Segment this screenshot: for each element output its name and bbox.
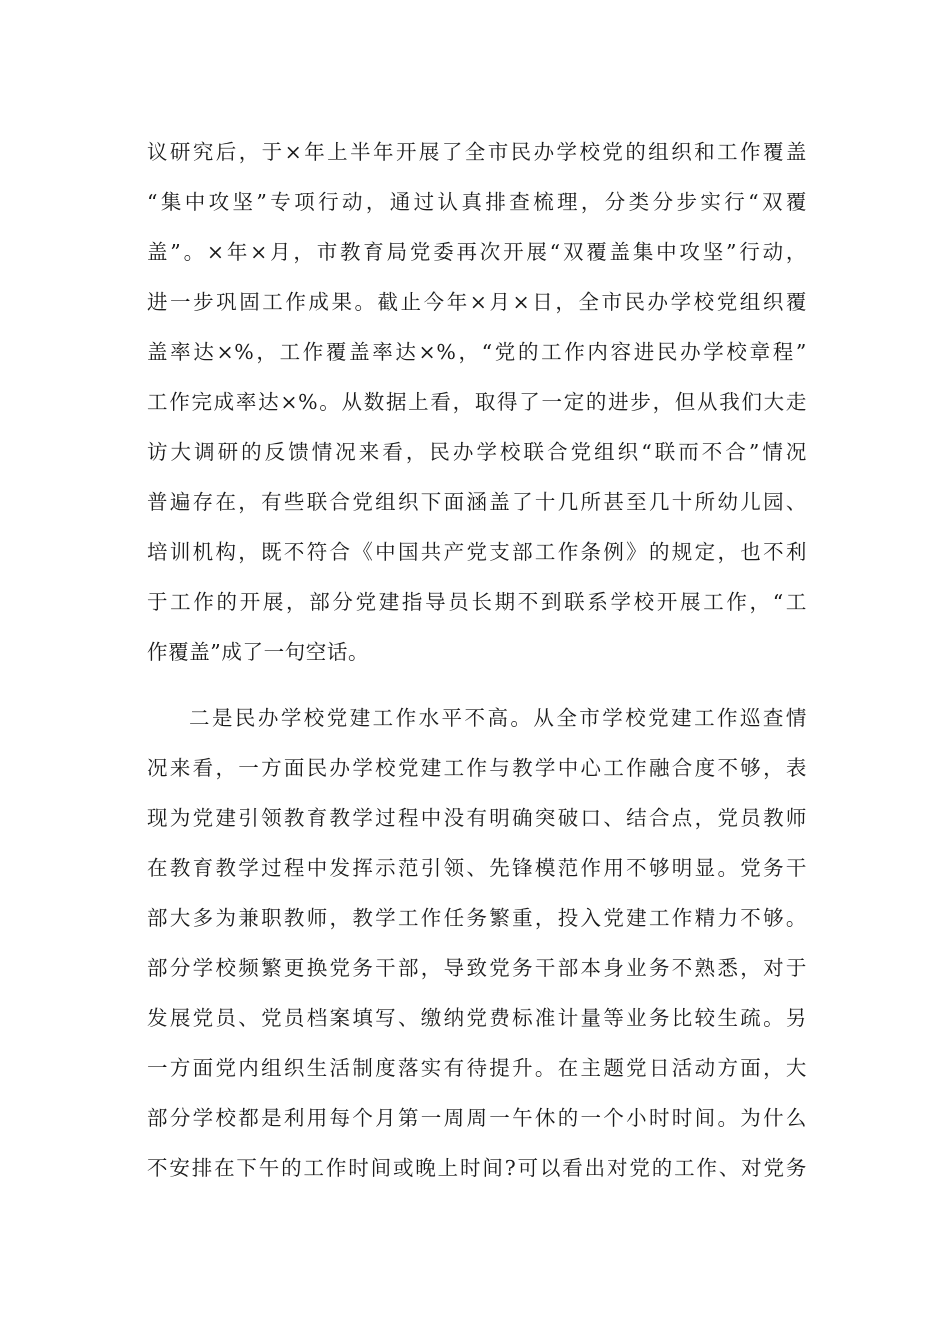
paragraph-line: 况来看，一方面民办学校党建工作与教学中心工作融合度不够，表 (147, 756, 807, 780)
paragraph-line: 现为党建引领教育教学过程中没有明确突破口、结合点，党员教师 (147, 806, 807, 830)
paragraph-line: 在教育教学过程中发挥示范引领、先锋模范作用不够明显。党务干 (147, 856, 807, 880)
paragraph-line: 盖率达×%，工作覆盖率达×%，“党的工作内容进民办学校章程” (147, 340, 807, 364)
paragraph-line: 议研究后，于×年上半年开展了全市民办学校党的组织和工作覆盖 (147, 140, 807, 164)
paragraph-line: 部分学校频繁更换党务干部，导致党务干部本身业务不熟悉，对于 (147, 956, 807, 980)
paragraph-line: 工作完成率达×%。从数据上看，取得了一定的进步，但从我们大走 (147, 390, 807, 414)
paragraph-line: 不安排在下午的工作时间或晚上时间?可以看出对党的工作、对党务 (147, 1156, 807, 1180)
paragraph-line: 进一步巩固工作成果。截止今年×月×日，全市民办学校党组织覆 (147, 290, 807, 314)
paragraph-line: 于工作的开展，部分党建指导员长期不到联系学校开展工作，“工 (147, 590, 807, 614)
paragraph-line: 作覆盖”成了一句空话。 (147, 640, 370, 664)
paragraph-line: “集中攻坚”专项行动，通过认真排查梳理，分类分步实行“双覆 (147, 190, 807, 214)
paragraph-line: 培训机构，既不符合《中国共产党支部工作条例》的规定，也不利 (147, 540, 807, 564)
paragraph-line: 一方面党内组织生活制度落实有待提升。在主题党日活动方面，大 (147, 1056, 807, 1080)
paragraph-line: 访大调研的反馈情况来看，民办学校联合党组织“联而不合”情况 (147, 440, 807, 464)
paragraph-line: 普遍存在，有些联合党组织下面涵盖了十几所甚至几十所幼儿园、 (147, 490, 807, 514)
paragraph-2 (147, 693, 807, 1193)
paragraph-line: 部大多为兼职教师，教学工作任务繁重，投入党建工作精力不够。 (147, 906, 807, 930)
paragraph-line: 盖”。×年×月，市教育局党委再次开展“双覆盖集中攻坚”行动， (147, 240, 807, 264)
paragraph-line: 发展党员、党员档案填写、缴纳党费标准计量等业务比较生疏。另 (147, 1006, 807, 1030)
paragraph-line: 二是民办学校党建工作水平不高。从全市学校党建工作巡查情 (189, 706, 807, 730)
paragraph-1 (147, 127, 807, 677)
paragraph-line: 部分学校都是利用每个月第一周周一午休的一个小时时间。为什么 (147, 1106, 807, 1130)
